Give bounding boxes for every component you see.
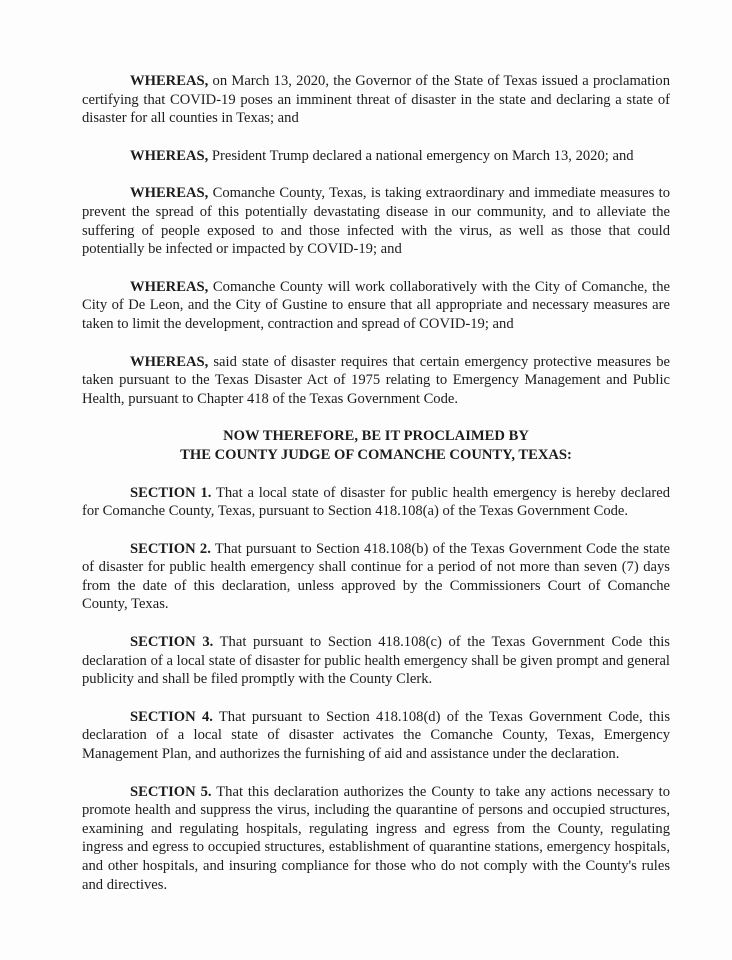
document-body — [82, 72, 670, 913]
section-text: That pursuant to Section 418.108(d) of the Texas Government Code, this declaration of a local state of disaster activates the Comanche County, Texas, Emergency Management Plan, and authorizes the furnishing of aid and assistance under the declaration. — [82, 708, 670, 763]
section-lead: SECTION 1. — [130, 484, 212, 501]
section-paragraph-1 — [82, 484, 670, 521]
section-lead: SECTION 2. — [130, 540, 211, 557]
whereas-text: on March 13, 2020, the Governor of the State of Texas issued a proclamation certifying that COVID-19 poses an imminent threat of disaster in the state and declaring a state of disaster for all counties in Texas; and — [82, 73, 670, 127]
whereas-paragraph-1 — [82, 72, 670, 128]
whereas-text: said state of disaster requires that certain emergency protective measures be taken pursuant to the Texas Disaster Act of 1975 relating to Emergency Management and Public Health, pursuant to Chapter 418 of the Texas Government Code. — [82, 353, 670, 407]
whereas-text: Comanche County, Texas, is taking extraordinary and immediate measures to prevent the spread of this potentially devastating disease in our community, and to alleviate the suffering of people exposed to and those infected with the virus, as well as those that could potentially be infected or impacted by COVID-19; and — [82, 185, 671, 258]
section-text: That a local state of disaster for public health emergency is hereby declared for Comanche County, Texas, pursuant to Section 418.108(a) of the Texas Government Code. — [82, 484, 670, 520]
whereas-paragraph-4 — [82, 278, 670, 334]
whereas-paragraph-5 — [82, 353, 670, 409]
proclamation-heading-line-1: NOW THEREFORE, BE IT PROCLAIMED BY — [223, 428, 529, 445]
section-paragraph-2 — [82, 540, 670, 614]
whereas-text: President Trump declared a national emergency on March 13, 2020; and — [211, 147, 634, 164]
whereas-paragraph-3 — [82, 184, 670, 258]
whereas-lead: WHEREAS, — [130, 185, 209, 202]
proclamation-heading — [82, 427, 670, 464]
whereas-lead: WHEREAS, — [130, 73, 209, 89]
whereas-text: Comanche County will work collaboratively with the City of Comanche, the City of De Leon, and the City of Gustine to ensure that all appropriate and necessary measures are taken to limit the development, contraction and spread of COVID-19; and — [82, 278, 670, 332]
whereas-paragraph-2 — [82, 147, 670, 166]
section-lead: SECTION 4. — [130, 708, 213, 725]
whereas-lead: WHEREAS, — [130, 147, 209, 164]
section-lead: SECTION 5. — [130, 783, 212, 800]
whereas-lead: WHEREAS, — [130, 278, 209, 295]
section-paragraph-3 — [82, 633, 670, 689]
section-text: That pursuant to Section 418.108(b) of the Texas Government Code the state of disaster for public health emergency shall continue for a period of not more than seven (7) days from the date of this declaration, unless approved by the Commissioners Court of Comanche County, Texas. — [82, 540, 670, 613]
section-paragraph-5 — [82, 783, 670, 895]
whereas-lead: WHEREAS, — [130, 353, 209, 370]
section-text: That pursuant to Section 418.108(c) of the Texas Government Code this declaration of a local state of disaster for public health emergency shall be given prompt and general publicity and shall be filed promptly with the County Clerk. — [82, 634, 670, 688]
section-text: That this declaration authorizes the County to take any actions necessary to promote health and suppress the virus, including the quarantine of persons and occupied structures, examining and regulating hospitals, regulating ingress and egress from the County, regulating ingress and egress to occupied structures, establishment of quarantine stations, emergency hospitals, and other hospitals, and insuring compliance for those who do not comply with the County's rules and directives. — [82, 783, 671, 893]
section-paragraph-4 — [82, 708, 670, 764]
section-lead: SECTION 3. — [130, 634, 214, 651]
proclamation-heading-line-2: THE COUNTY JUDGE OF COMANCHE COUNTY, TEXAS: — [180, 446, 572, 463]
